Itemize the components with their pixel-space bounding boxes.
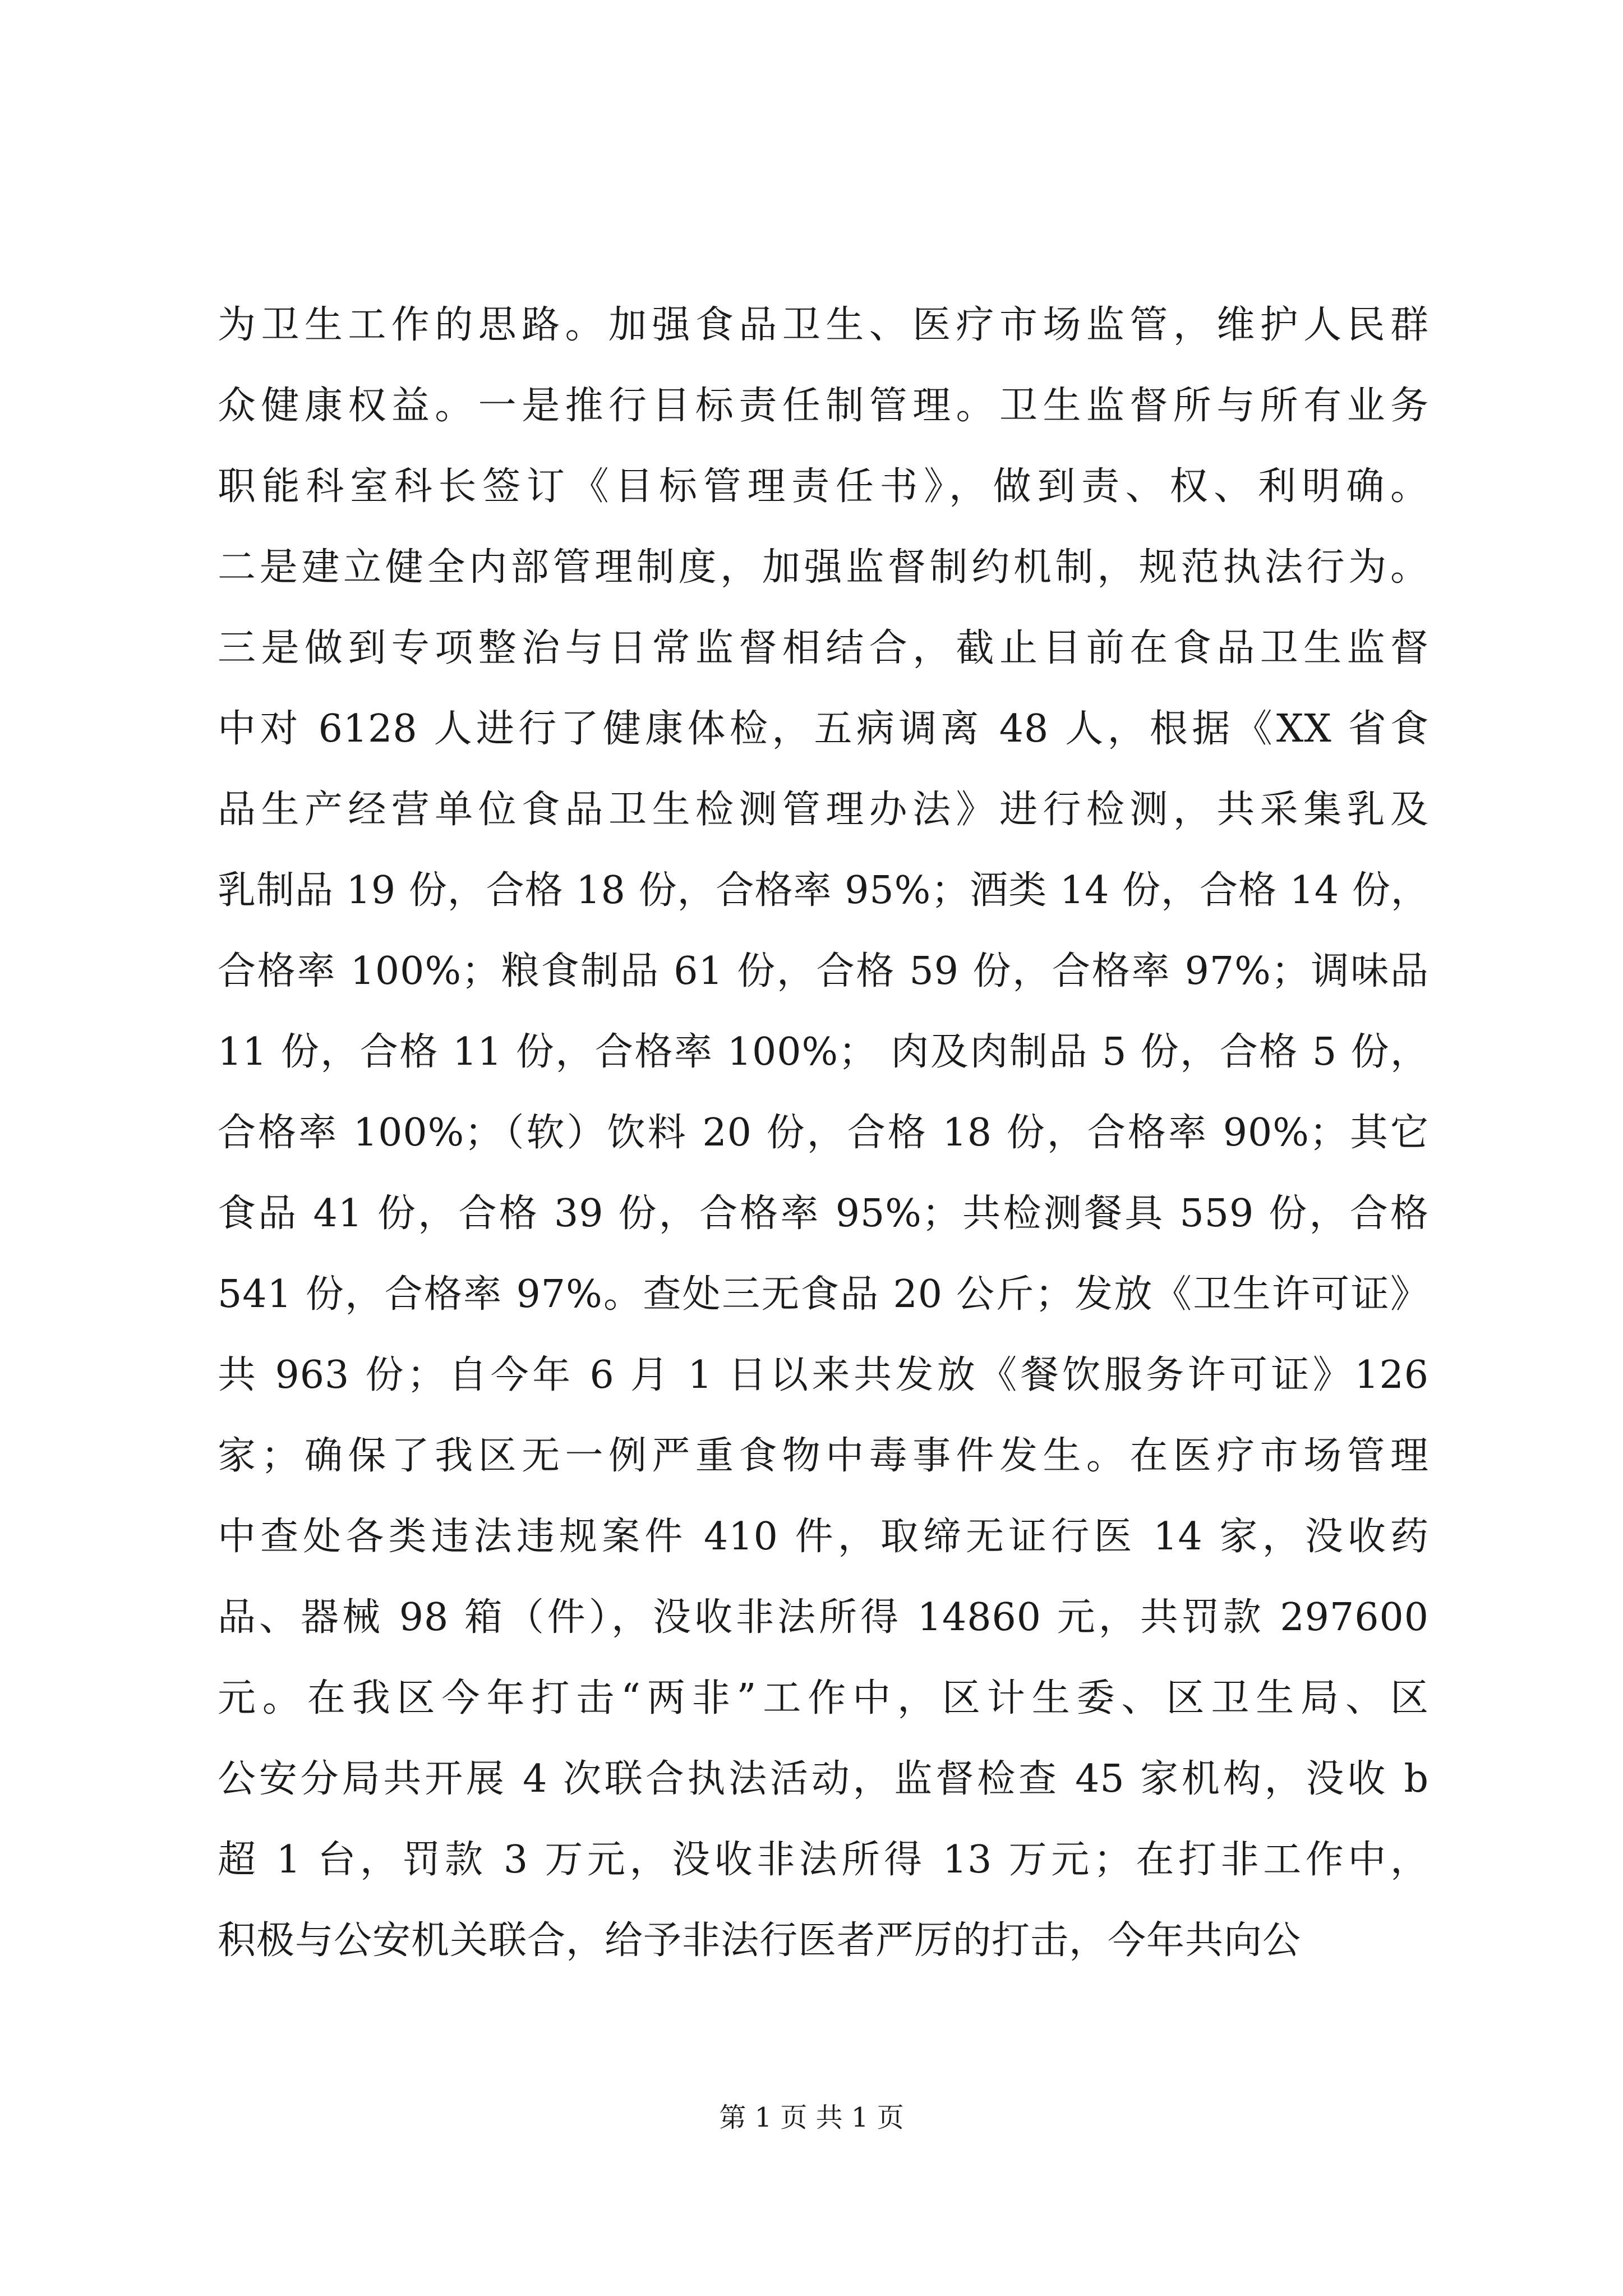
text-line: 三是做到专项整治与日常监督相结合，截止目前在食品卫生监督 xyxy=(218,626,1429,670)
text-line: 11 份，合格 11 份，合格率 100%； 肉及肉制品 5 份，合格 5 份， xyxy=(218,1030,1429,1074)
text-line: 品、器械 98 箱（件），没收非法所得 14860 元，共罚款 297600 xyxy=(218,1595,1429,1640)
text-line: 公安分局共开展 4 次联合执法活动，监督检查 45 家机构，没收 b xyxy=(218,1757,1429,1801)
text-line: 541 份，合格率 97%。查处三无食品 20 公斤；发放《卫生许可证》 xyxy=(218,1272,1429,1317)
text-line: 合格率 100%；（软）饮料 20 份，合格 18 份，合格率 90%；其它 xyxy=(218,1111,1429,1155)
text-line: 二是建立健全内部管理制度，加强监督制约机制，规范执法行为。 xyxy=(218,545,1429,590)
body-paragraph xyxy=(218,285,1429,1981)
text-line: 食品 41 份，合格 39 份，合格率 95%；共检测餐具 559 份，合格 xyxy=(218,1191,1429,1236)
text-line: 合格率 100%；粮食制品 61 份，合格 59 份，合格率 97%；调味品 xyxy=(218,949,1429,993)
text-line: 积极与公安机关联合，给予非法行医者严厉的打击，今年共向公 xyxy=(218,1918,1302,1963)
text-line: 家；确保了我区无一例严重食物中毒事件发生。在医疗市场管理 xyxy=(218,1434,1429,1478)
text-line: 品生产经营单位食品卫生检测管理办法》进行检测，共采集乳及 xyxy=(218,788,1429,832)
text-line: 众健康权益。一是推行目标责任制管理。卫生监督所与所有业务 xyxy=(218,384,1429,428)
text-line: 职能科室科长签订《目标管理责任书》，做到责、权、利明确。 xyxy=(218,464,1429,509)
text-line: 共 963 份；自今年 6 月 1 日以来共发放《餐饮服务许可证》126 xyxy=(218,1353,1429,1397)
page-number: 第 1 页 共 1 页 xyxy=(719,2102,904,2133)
text-line: 乳制品 19 份，合格 18 份，合格率 95%；酒类 14 份，合格 14 份， xyxy=(218,868,1430,913)
text-line: 为卫生工作的思路。加强食品卫生、医疗市场监管，维护人民群 xyxy=(218,303,1429,347)
text-line: 元。在我区今年打击“两非”工作中，区计生委、区卫生局、区 xyxy=(218,1676,1429,1720)
page-footer xyxy=(0,2101,1623,2134)
text-line: 超 1 台，罚款 3 万元，没收非法所得 13 万元；在打非工作中， xyxy=(218,1838,1429,1882)
text-line: 中对 6128 人进行了健康体检，五病调离 48 人，根据《XX 省食 xyxy=(218,707,1429,751)
text-line: 中查处各类违法违规案件 410 件，取缔无证行医 14 家，没收药 xyxy=(218,1515,1429,1559)
